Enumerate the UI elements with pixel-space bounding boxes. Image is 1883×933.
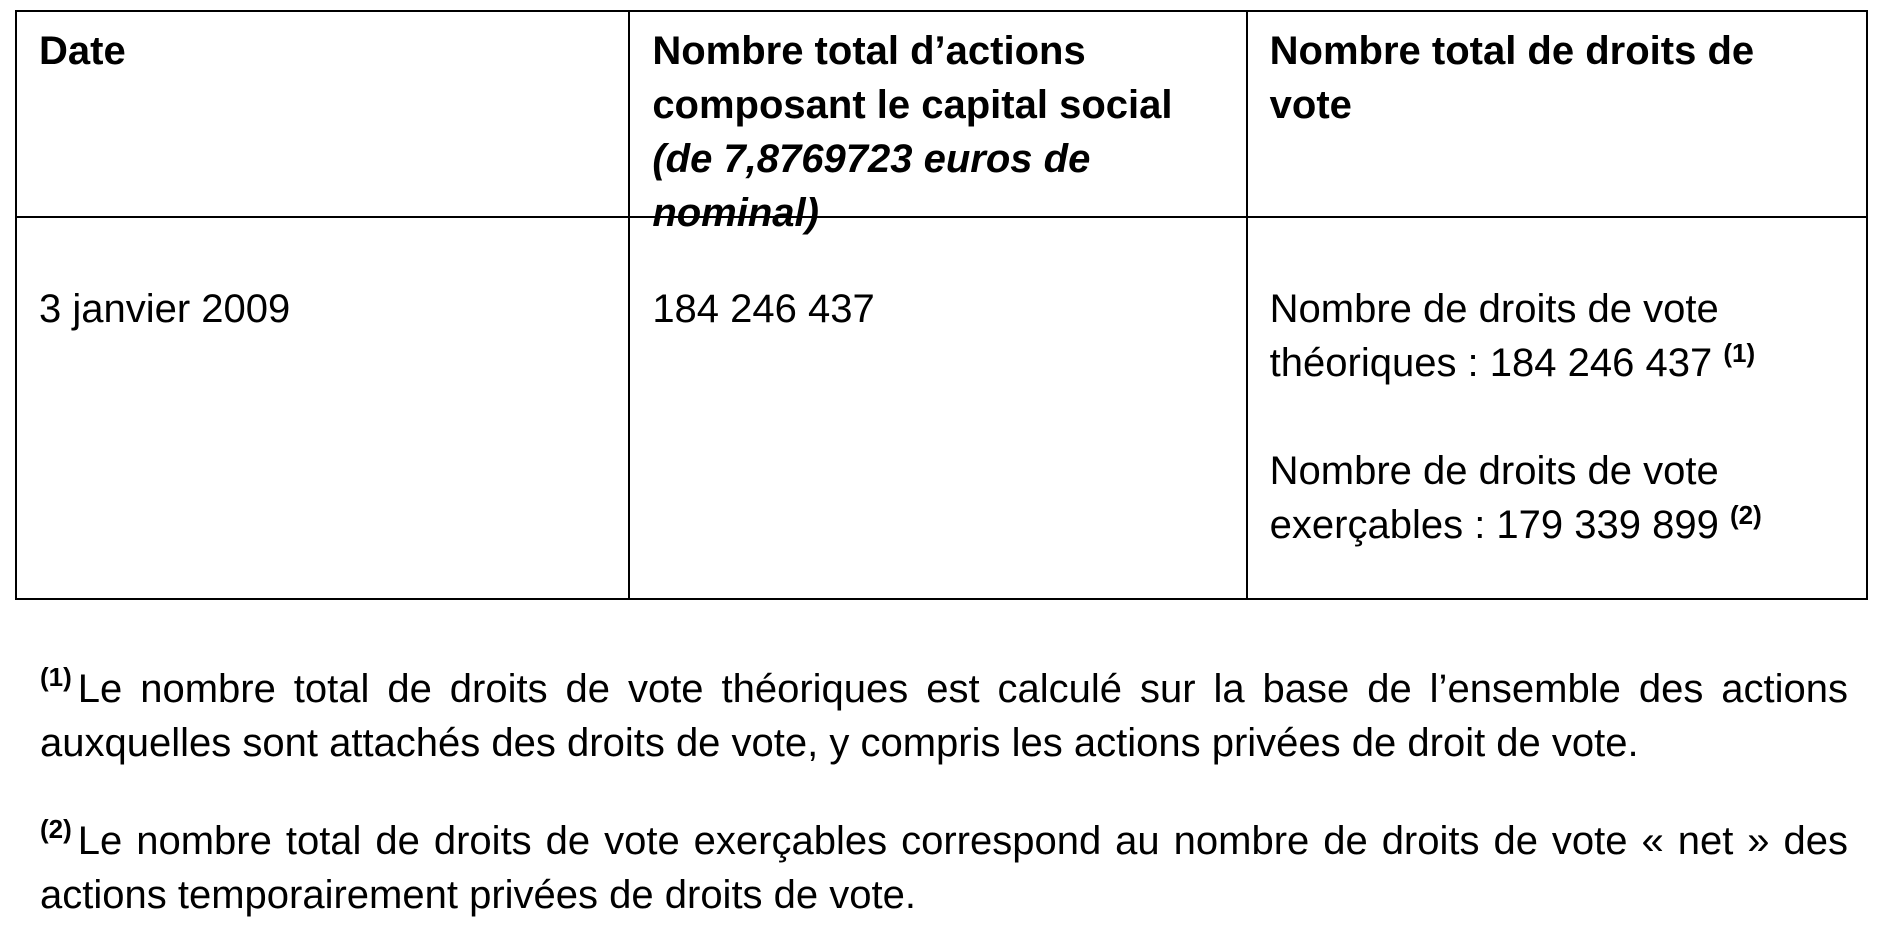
theoretical-votes-text: Nombre de droits de vote théoriques : 184 246 437	[1269, 287, 1719, 385]
footnotes	[40, 662, 1848, 922]
cell-total-votes	[1247, 217, 1867, 599]
footnote-2	[40, 814, 1848, 922]
footnote-ref-1: (1)	[1723, 338, 1756, 368]
header-nominal-value: (de 7,8769723 euros de nominal)	[652, 137, 1091, 235]
header-total-votes	[1247, 11, 1867, 217]
header-total-shares-label: Nombre total d’actions composant le capital social	[652, 29, 1173, 127]
cell-total-shares	[629, 217, 1246, 599]
header-date	[16, 11, 629, 217]
theoretical-votes	[1270, 282, 1846, 390]
exercisable-votes-text: Nombre de droits de vote exerçables : 179 339 899	[1269, 449, 1719, 547]
table-row	[16, 217, 1867, 599]
footnote-1-marker: (1)	[40, 662, 72, 692]
footnote-1-text: Le nombre total de droits de vote théoriques est calculé sur la base de l’ensemble des actions auxquelles sont attachés des droits de vote, y compris les actions privées de droit de vote.	[40, 667, 1848, 765]
footnote-2-marker: (2)	[40, 814, 72, 844]
header-total-shares	[629, 11, 1246, 235]
cell-date	[16, 217, 629, 599]
row-date-value: 3 janvier 2009	[39, 287, 291, 331]
header-date-label: Date	[39, 29, 126, 73]
table-header-row	[16, 11, 1867, 217]
voting-rights-table	[15, 10, 1868, 600]
header-total-votes-label: Nombre total de droits de vote	[1269, 29, 1755, 127]
exercisable-votes	[1270, 444, 1846, 552]
row-total-shares-value: 184 246 437	[652, 287, 875, 331]
footnote-ref-2: (2)	[1729, 500, 1762, 530]
footnote-1	[40, 662, 1848, 770]
footnote-2-text: Le nombre total de droits de vote exerçables correspond au nombre de droits de vote « net » des actions temporairement privées de droits de vote.	[40, 819, 1848, 917]
